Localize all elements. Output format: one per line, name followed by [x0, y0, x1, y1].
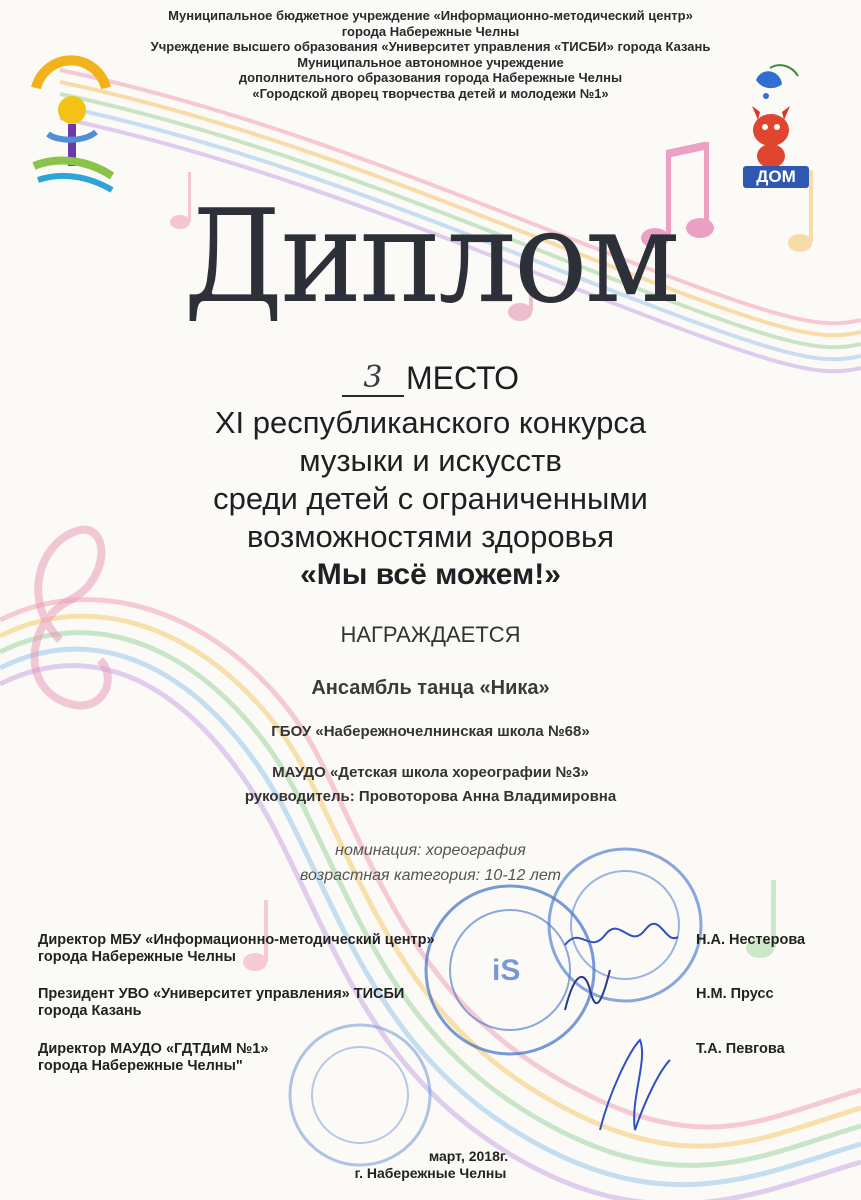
- header-line: города Набережные Челны: [341, 23, 520, 39]
- recipient-leader: руководитель: Провоторова Анна Владимировна: [244, 788, 617, 805]
- issue-city: г. Набережные Челны: [354, 1165, 507, 1181]
- contest-line: среди детей с ограниченными: [213, 481, 648, 516]
- recipient-ensemble: Ансамбль танца «Ника»: [311, 677, 550, 699]
- signatory-3-name: Т.А. Певгова: [696, 1041, 785, 1057]
- contest-motto: «Мы всё можем!»: [300, 558, 561, 591]
- header-line: дополнительного образования города Набережные Челны: [238, 70, 623, 85]
- signatory-2-name: Н.М. Прусс: [696, 986, 774, 1002]
- issue-date: март, 2018г.: [428, 1148, 509, 1164]
- recipient-school: ГБОУ «Набережночелнинская школа №68»: [271, 723, 590, 740]
- contest-description: [0, 404, 861, 594]
- signatory-title-line: Директор МБУ «Информационно-методический центр»: [38, 932, 435, 948]
- svg-text:iS: iS: [492, 954, 521, 987]
- signatory-3-title: [38, 1041, 598, 1075]
- nomination: номинация: хореография: [335, 842, 526, 859]
- contest-line: XI республиканского конкурса: [214, 405, 647, 440]
- signatory-1-name: Н.А. Нестерова: [696, 932, 806, 948]
- recipient-org: МАУДО «Детская школа хореографии №3»: [272, 764, 589, 781]
- signatory-2-title: [38, 986, 598, 1020]
- signatory-title-line: города Набережные Челны": [38, 1058, 243, 1074]
- header-line: Муниципальное бюджетное учреждение «Информационно-методический центр»: [168, 8, 693, 23]
- dom-logo-sign: ДОМ: [743, 166, 809, 188]
- issuing-organizations: [60, 8, 801, 101]
- place-number: 3: [342, 361, 404, 397]
- signatory-title-line: города Набережные Челны: [38, 949, 236, 965]
- header-line: Учреждение высшего образования «Университет управления «ТИСБИ» города Казань: [150, 39, 711, 54]
- contest-line: возможностями здоровья: [246, 519, 614, 554]
- header-line: «Городской дворец творчества детей и молодежи №1»: [252, 85, 609, 101]
- diploma-title: Диплом: [183, 183, 678, 332]
- contest-line: музыки и искусств: [299, 443, 562, 478]
- date-place: [0, 1148, 861, 1182]
- header-line: Муниципальное автономное учреждение: [297, 54, 564, 70]
- signatory-title-line: города Казань: [38, 1003, 142, 1019]
- award-label: НАГРАЖДАЕТСЯ: [340, 622, 521, 647]
- signatory-1-title: [38, 932, 598, 966]
- recipient-organization: [0, 761, 861, 809]
- signatory-title-line: Президент УВО «Университет управления» ТИСБИ: [38, 986, 405, 1002]
- age-category: возрастная категория: 10-12 лет: [300, 867, 561, 884]
- signature-pevgova: [590, 1030, 680, 1140]
- place-line: [0, 358, 861, 398]
- signatory-title-line: Директор МАУДО «ГДТДиМ №1»: [38, 1041, 269, 1057]
- place-label: МЕСТО: [405, 360, 520, 396]
